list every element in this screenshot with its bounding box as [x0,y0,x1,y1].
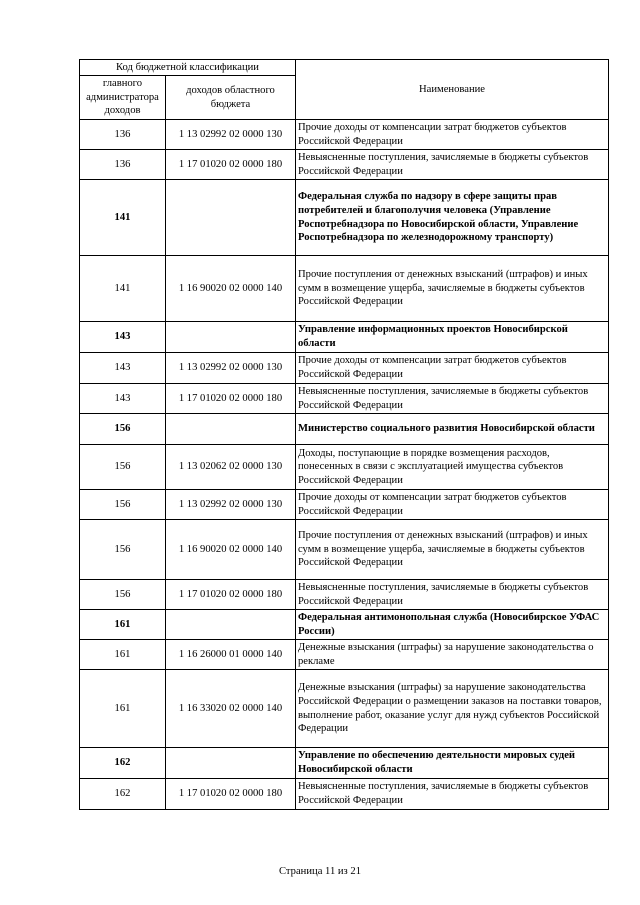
row-admin: 156 [80,520,166,580]
row-name: Прочие доходы от компенсации затрат бюджетов субъектов Российской Федерации [296,490,609,520]
row-admin: 161 [80,670,166,748]
row-admin: 156 [80,490,166,520]
row-admin: 162 [80,779,166,810]
row-admin: 161 [80,610,166,640]
row-admin: 156 [80,580,166,610]
row-name: Федеральная антимонопольная служба (Новосибирское УФАС России) [296,610,609,640]
row-code [166,322,296,353]
header-code: доходов областного бюджета [166,76,296,120]
row-admin: 143 [80,353,166,384]
row-code: 1 13 02992 02 0000 130 [166,490,296,520]
row-name: Невыясненные поступления, зачисляемые в бюджеты субъектов Российской Федерации [296,580,609,610]
row-code [166,748,296,779]
row-name: Управление по обеспечению деятельности мировых судей Новосибирской области [296,748,609,779]
row-code [166,610,296,640]
row-name: Министерство социального развития Новосибирской области [296,414,609,445]
row-admin: 162 [80,748,166,779]
row-code: 1 17 01020 02 0000 180 [166,580,296,610]
row-name: Прочие поступления от денежных взысканий (штрафов) и иных сумм в возмещение ущерба, зачисляемые в бюджеты субъектов Российской Федерации [296,256,609,322]
row-code: 1 17 01020 02 0000 180 [166,779,296,810]
row-admin: 156 [80,445,166,490]
row-admin: 136 [80,120,166,150]
row-admin: 136 [80,150,166,180]
row-code: 1 16 90020 02 0000 140 [166,520,296,580]
budget-classification-table [79,59,609,810]
row-admin: 143 [80,322,166,353]
row-name: Невыясненные поступления, зачисляемые в бюджеты субъектов Российской Федерации [296,779,609,810]
page-number: Страница 11 из 21 [279,866,361,877]
row-name: Прочие поступления от денежных взысканий (штрафов) и иных сумм в возмещение ущерба, зачисляемые в бюджеты субъектов Российской Федерации [296,520,609,580]
row-name: Федеральная служба по надзору в сфере защиты прав потребителей и благополучия человека (Управление Роспотребнадзора по Новосибирской области, Управление Роспотребнадзора по железнодорожному транспорту) [296,180,609,256]
header-group: Код бюджетной классификации [80,60,296,76]
row-name: Денежные взыскания (штрафы) за нарушение законодательства Российской Федерации о размещении заказов на поставки товаров, выполнение работ, оказание услуг для нужд субъектов Российской Федерации [296,670,609,748]
row-name: Невыясненные поступления, зачисляемые в бюджеты субъектов Российской Федерации [296,150,609,180]
row-admin: 156 [80,414,166,445]
row-name: Управление информационных проектов Новосибирской области [296,322,609,353]
row-code: 1 17 01020 02 0000 180 [166,384,296,414]
row-name: Невыясненные поступления, зачисляемые в бюджеты субъектов Российской Федерации [296,384,609,414]
row-code: 1 13 02992 02 0000 130 [166,353,296,384]
row-name: Доходы, поступающие в порядке возмещения расходов, понесенных в связи с эксплуатацией имущества субъектов Российской Федерации [296,445,609,490]
row-admin: 141 [80,256,166,322]
row-code [166,180,296,256]
header-admin: главного администратора доходов [80,76,166,120]
row-code: 1 16 26000 01 0000 140 [166,640,296,670]
header-name: Наименование [296,60,609,120]
row-name: Прочие доходы от компенсации затрат бюджетов субъектов Российской Федерации [296,120,609,150]
row-code: 1 13 02992 02 0000 130 [166,120,296,150]
row-code: 1 13 02062 02 0000 130 [166,445,296,490]
row-admin: 143 [80,384,166,414]
row-code [166,414,296,445]
row-admin: 161 [80,640,166,670]
row-name: Денежные взыскания (штрафы) за нарушение законодательства о рекламе [296,640,609,670]
row-name: Прочие доходы от компенсации затрат бюджетов субъектов Российской Федерации [296,353,609,384]
row-code: 1 16 90020 02 0000 140 [166,256,296,322]
row-code: 1 17 01020 02 0000 180 [166,150,296,180]
row-code: 1 16 33020 02 0000 140 [166,670,296,748]
row-admin: 141 [80,180,166,256]
